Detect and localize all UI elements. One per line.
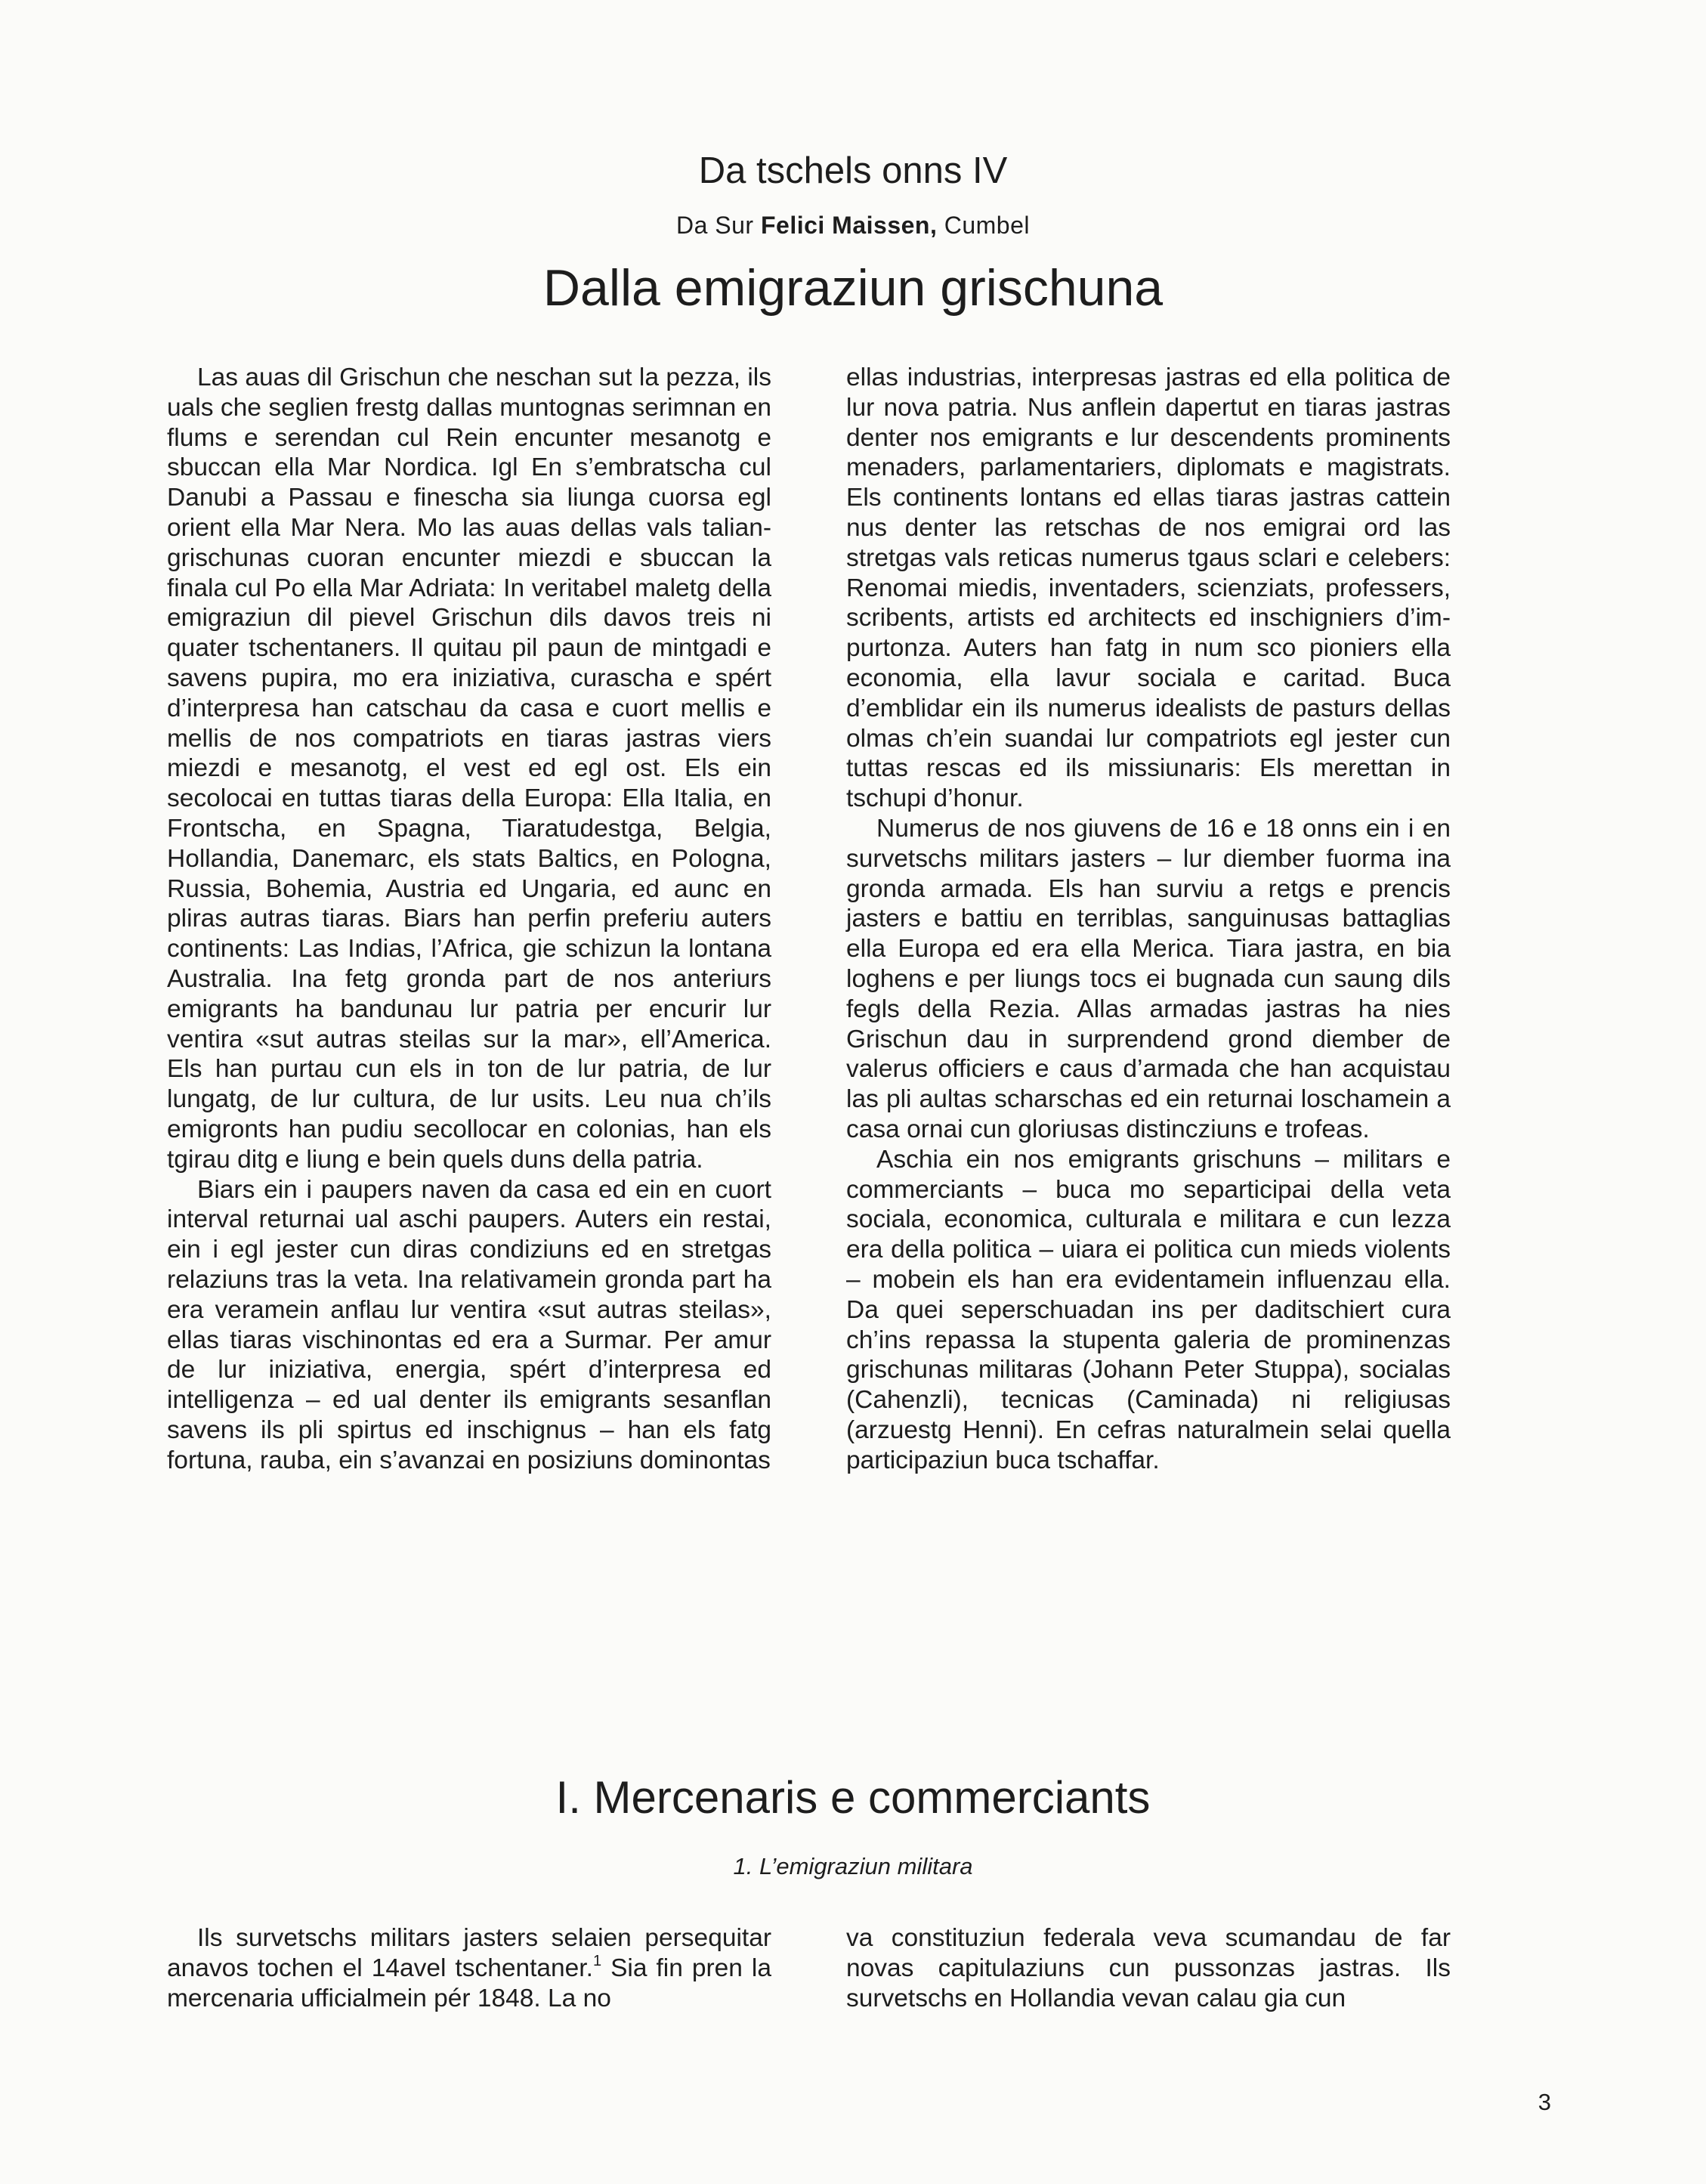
page-number: 3	[1538, 2089, 1551, 2115]
footnote-marker[interactable]: 1	[592, 1952, 602, 1969]
intro-paragraph: ellas industrias, interpresas jastras ed ella politica de lur nova patria. Nus anflein dapertut en tiaras jastras denter nos emigrants e lur descendents prominents menaders, parlamentariers, diplomats e magistrats. Els continents lontans ed ellas tiaras jastras cattein nus denter las retschas de nos emigrai ord las stretgas vals reticas numerus tgaus sclari e celebers: Renomai miedis, inventaders, scienziats, professers, scribents, artists ed architects ed inschigniers d’impurtonza. Auters han fatg in num sco pioniers ella economia, ella lavur sociala e caritad. Buca d’emblidar ein ils numerus idealists de pasturs dellas olmas ch’ein suandai lur compatriots egl jester cun tuttas rescas ed ils missiunaris: Els merettan in tschupi d’honur.	[846, 363, 1451, 813]
section-heading: I. Mercenaris e commerciants	[555, 1772, 1151, 1823]
intro-left-column	[167, 363, 771, 1475]
byline	[0, 210, 1706, 240]
series-title: Da tschels onns IV	[698, 150, 1008, 191]
section-text-continued: Sia fin pren la mercenaria ufficialmein pér 1848. La no	[167, 1954, 771, 2012]
section-paragraph: va constituziun federala veva scumandau de far novas capitulaziuns cun pussonzas jastras. Ils survetschs en Hollandia vevan calau gia cun	[846, 1924, 1451, 2012]
section-subheading: 1. L’emigraziun militara	[733, 1853, 973, 1879]
article-title: Dalla emigraziun grischuna	[542, 259, 1164, 317]
section-text: Ils survetschs militars jasters selaien persequitar anavos tochen el 14avel tschentaner.	[167, 1924, 771, 1982]
intro-paragraph: Biars ein i paupers naven da casa ed ein en cuort interval returnai ual aschi paupers. Auters ein restai, ein i egl jester cun diras condiziuns ed en stretgas relaziuns tras la veta. Ina relativamein gronda part ha era veramein anflau lur ventira «sut autras steilas», ellas tiaras vischinontas ed era a Surmar. Per amur de lur iniziativa, energia, spért d’interpresa ed intelligenza – ed ual denter ils emigrants sesanflan savens ils pli spirtus ed inschignus – han els fatg fortuna, rauba, ein s’avanzai en posiziuns dominontas	[167, 1175, 771, 1474]
intro-paragraph: Las auas dil Grischun che neschan sut la pezza, ils uals che seglien frestg dallas muntognas serimnan en flums e serendan cul Rein encunter mesanotg e sbuccan ella Mar Nordica. Igl En s’embratscha cul Danubi a Passau e finescha sia liunga cuorsa egl orient ella Mar Nera. Mo las auas dellas vals talian-grischunas cuoran encunter miezdi e sbuccan la finala cul Po ella Mar Adriata: In veritabel maletg della emigraziun dil pievel Grischun dils davos treis ni quater tschentaners. Il quitau pil paun de mintgadi e savens pupira, mo era iniziativa, curascha e spért d’interpresa han catschau da casa e cuort mellis e mellis de nos compatriots en tiaras jastras viers miezdi e mesanotg, el vest ed egl ost. Els ein secolocai en tuttas tiaras della Europa: Ella Italia, en Frontscha, en Spagna, Tiaratudestga, Belgia, Hollandia, Danemarc, els stats Baltics, en Pologna, Russia, Bohemia, Austria ed Ungaria, ed aunc en pliras autras tiaras. Biars han perfin preferiu auters continents: Las Indias, l’Africa, gie schizun la lontana Australia. Ina fetg gronda part de nos anteriurs emigrants ha bandunau lur patria per encurir lur ventira «sut autras steilas sur la mar», ell’America. Els han purtau cun els in ton de lur patria, de lur lungatg, de lur cultura, de lur usits. Leu nua ch’ils emigronts han pudiu secollocar en colonias, han els tgirau ditg e liung e bein quels duns della patria.	[167, 363, 771, 1174]
section-left-column	[167, 1923, 771, 2013]
section-right-column	[846, 1923, 1451, 2013]
intro-paragraph: Aschia ein nos emigrants grischuns – militars e commerciants – buca mo separticipai della veta sociala, economica, culturala e militara e cun lezza era della politica – uiara ei politica cun mieds violents – mobein els han era evidentamein influenzau ella. Da quei seperschuadan ins per daditschiert cura ch’ins repassa la stupenta galeria de prominenzas grischunas militaras (Johann Peter Stuppa), socialas (Cahenzli), tecnicas (Caminada) ni religiusas (arzuestg Henni). En cefras naturalmein selai quella participaziun buca tschaffar.	[846, 1145, 1451, 1474]
byline-prefix: Da Sur	[675, 212, 754, 239]
intro-right-column	[846, 363, 1451, 1475]
intro-paragraph: Numerus de nos giuvens de 16 e 18 onns ein i en survetschs militars jasters – lur diember fuorma ina gronda armada. Els han surviu a retgs e prencis jasters e battiu en terriblas, sanguinusas battaglias ella Europa ed era ella Merica. Tiara jastra, en bia loghens e per liungs tocs ei bugnada cun saung dils fegls della Rezia. Allas armadas jastras ha nies Grischun dau in surprendend grond diember de valerus officiers e caus d’armada che han acquistau las pli aultas scharschas ed ein returnai loschamein a casa ornai cun gloriusas distincziuns e trofeas.	[846, 814, 1451, 1143]
author-name: Felici Maissen,	[760, 212, 938, 239]
section-paragraph	[167, 1923, 771, 2013]
author-place: Cumbel	[944, 212, 1030, 239]
